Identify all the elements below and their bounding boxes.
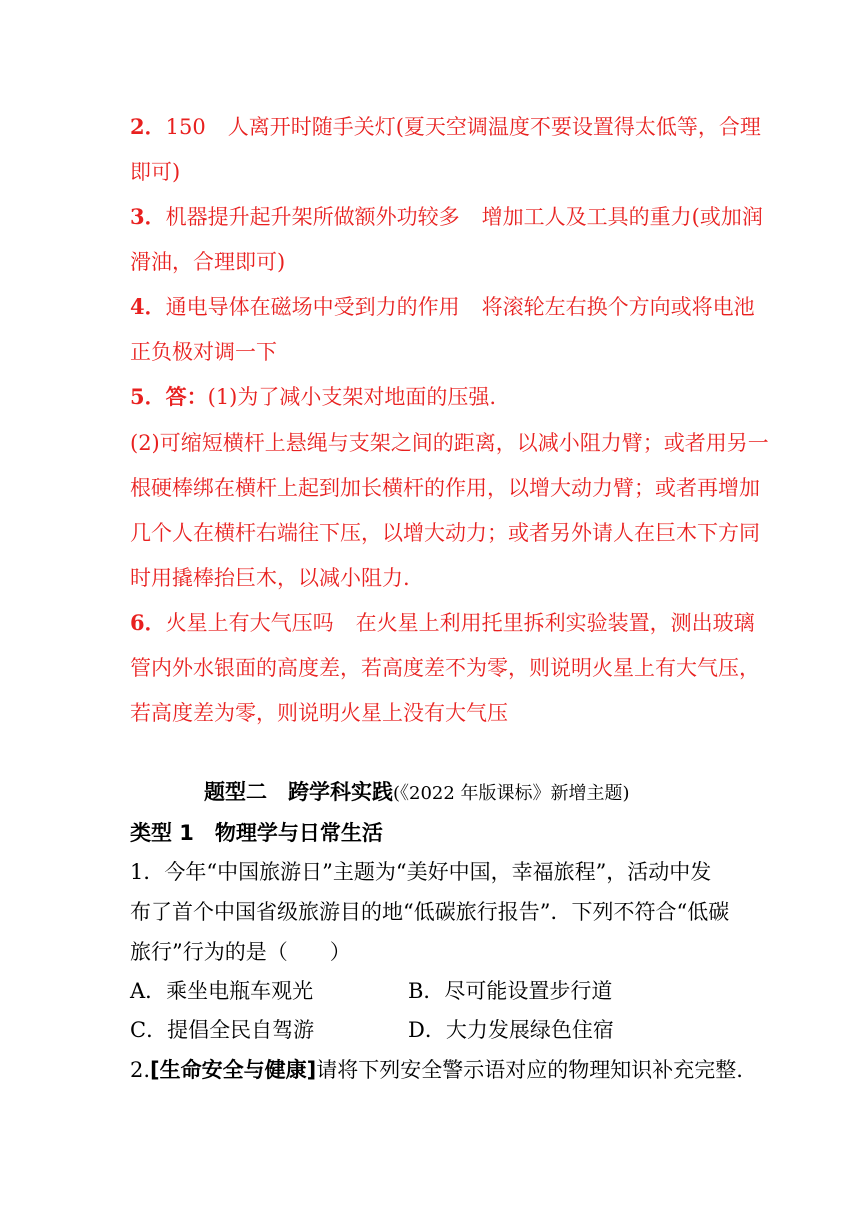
answer-2-value: 150 [165, 115, 206, 139]
question-2-text: 请将下列安全警示语对应的物理知识补充完整. [316, 1058, 743, 1082]
answer-2-line-1 [130, 112, 761, 142]
answer-5-line-3: 根硬棒绑在横杆上起到加长横杆的作用，以增大动力臂；或者再增加 [130, 476, 760, 500]
answer-2-line-2: 即可) [130, 160, 181, 184]
type-heading: 类型 1 物理学与日常生活 [130, 821, 383, 845]
answer-2-number: 2． [130, 114, 166, 139]
answer-5-label: 答： [165, 384, 208, 409]
answer-3-number: 3． [130, 204, 166, 229]
answer-5-line-5: 时用撬棒抬巨木，以减小阻力. [130, 566, 410, 590]
section-title-main: 题型二 跨学科实践 [204, 780, 393, 804]
answer-6-line-1 [130, 608, 755, 638]
question-1-line-2: 布了首个中国省级旅游目的地“低碳旅行报告”．下列不符合“低碳 [130, 900, 730, 924]
question-1-line-1: 1．今年“中国旅游日”主题为“美好中国，幸福旅程”，活动中发 [130, 860, 712, 884]
answer-5-line-4: 几个人在横杆右端往下压，以增大动力；或者另外请人在巨木下方同 [130, 521, 760, 545]
answer-3-line-2: 滑油，合理即可) [130, 250, 286, 274]
question-2-tag: [生命安全与健康] [150, 1058, 317, 1082]
question-2-line-1 [130, 1055, 743, 1085]
answer-2-text: 人离开时随手关灯(夏天空调温度不要设置得太低等，合理 [227, 115, 761, 139]
answer-4-number: 4． [130, 294, 166, 319]
answer-3-line-1 [130, 202, 763, 232]
answer-6-text-2: 在火星上利用托里拆利实验装置，测出玻璃 [355, 611, 755, 635]
question-1-line-3: 旅行”行为的是（ ） [130, 940, 351, 964]
option-c: C．提倡全民自驾游 [130, 1018, 315, 1042]
answer-4-text-2: 将滚轮左右换个方向或将电池 [481, 295, 755, 319]
question-2-number: 2. [130, 1058, 151, 1082]
answer-4-text-1: 通电导体在磁场中受到力的作用 [165, 295, 460, 319]
answer-4-line-1 [130, 292, 755, 322]
answer-3-text-2: 增加工人及工具的重力(或加润 [481, 205, 763, 229]
option-b: B．尽可能设置步行道 [408, 979, 613, 1003]
answer-5-text-1: (1)为了减小支架对地面的压强. [207, 385, 497, 409]
answer-3-text-1: 机器提升起升架所做额外功较多 [165, 205, 460, 229]
answer-4-line-2: 正负极对调一下 [130, 340, 277, 364]
answer-6-line-3: 若高度差为零，则说明火星上没有大气压 [130, 701, 508, 725]
option-a: A．乘坐电瓶车观光 [130, 979, 314, 1003]
option-d: D．大力发展绿色住宿 [408, 1018, 614, 1042]
answer-5-line-2: (2)可缩短横杆上悬绳与支架之间的距离，以减小阻力臂；或者用另一 [130, 431, 769, 455]
answer-5-number: 5． [130, 384, 166, 409]
section-title [204, 777, 630, 809]
answer-6-line-2: 管内外水银面的高度差，若高度差不为零，则说明火星上有大气压， [130, 656, 760, 680]
answer-6-number: 6． [130, 610, 166, 635]
section-title-subtitle: (《2022 年版课标》新增主题) [393, 783, 630, 804]
answer-6-text-1: 火星上有大气压吗 [165, 611, 334, 635]
answer-5-line-1 [130, 382, 496, 412]
